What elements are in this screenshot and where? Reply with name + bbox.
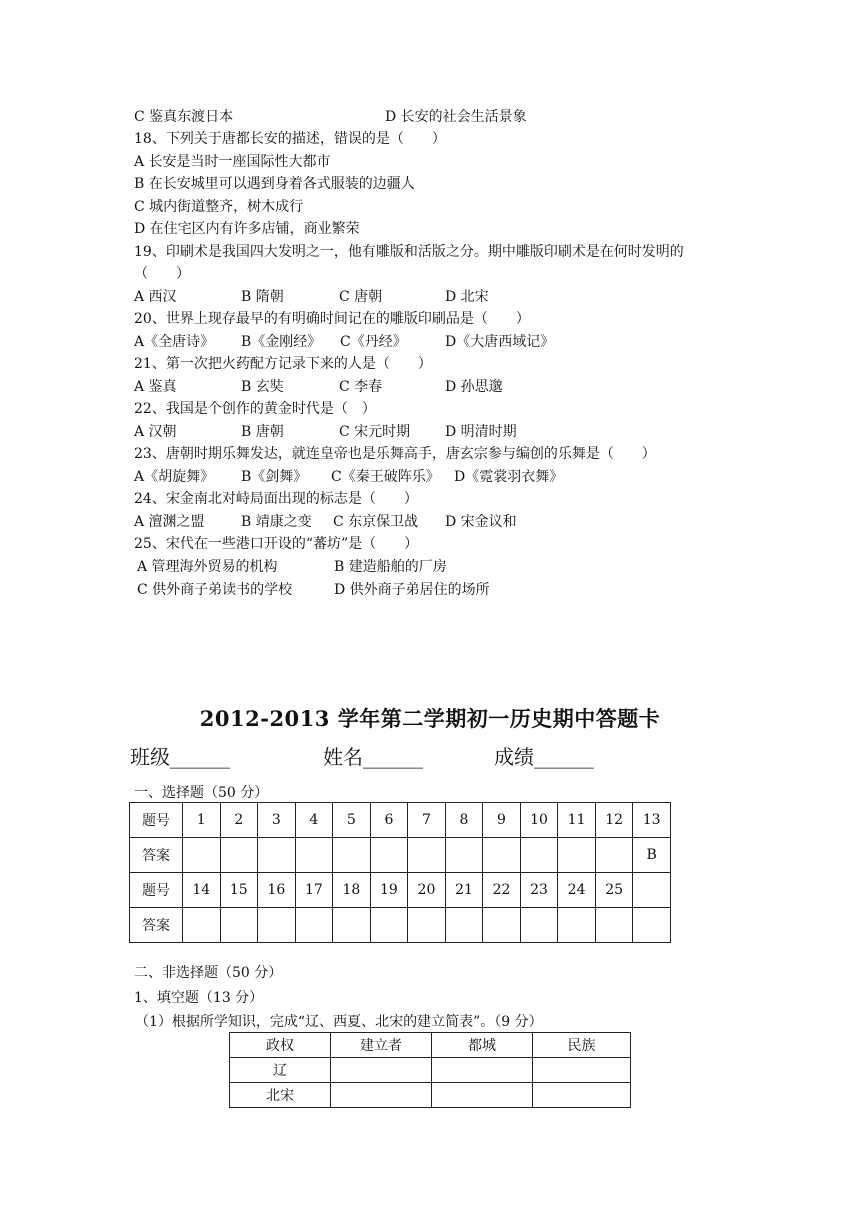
question-number: 22: [483, 873, 521, 908]
question-number: 11: [558, 803, 596, 838]
answer-cell[interactable]: [370, 908, 408, 943]
q17-option-c: C 鉴真东渡日本: [134, 109, 234, 125]
answer-cell[interactable]: [295, 838, 333, 873]
answer-cell[interactable]: [558, 908, 596, 943]
q19-option-c: C 唐朝: [339, 289, 383, 305]
header-capital: 都城: [432, 1033, 533, 1058]
q21-option-a: A 鉴真: [134, 379, 177, 395]
question-number: 8: [445, 803, 483, 838]
question-number: 16: [258, 873, 296, 908]
question-number: 1: [183, 803, 221, 838]
question-number: 21: [445, 873, 483, 908]
q23-stem: 23、唐朝时期乐舞发达，就连皇帝也是乐舞高手，唐玄宗参与编创的乐舞是（ ）: [134, 446, 656, 462]
answer-cell[interactable]: [220, 838, 258, 873]
row-label: 答案: [130, 838, 183, 873]
table-row: [230, 1033, 631, 1058]
answer-cell[interactable]: [558, 838, 596, 873]
question-number: 10: [520, 803, 558, 838]
q25-options-ab: [137, 558, 447, 576]
header-founder: 建立者: [331, 1033, 432, 1058]
answer-cell[interactable]: [432, 1058, 533, 1083]
answer-cell[interactable]: [533, 1083, 631, 1108]
q21-option-c: C 李春: [339, 379, 383, 395]
question-number: 9: [483, 803, 521, 838]
question-number: 23: [520, 873, 558, 908]
q24-option-a: A 澶渊之盟: [134, 514, 205, 530]
q25-options-cd: [137, 581, 490, 599]
question-number: 18: [333, 873, 371, 908]
q21-option-b: B 玄奘: [241, 379, 284, 395]
q19-option-b: B 隋朝: [241, 289, 284, 305]
q23-option-a: A《胡旋舞》: [134, 469, 215, 485]
name-field: 姓名______: [323, 745, 423, 769]
answer-grid: [129, 802, 671, 943]
table-row: [130, 908, 671, 943]
q25-option-d: D 供外商子弟居住的场所: [334, 582, 490, 598]
fill-blank-instruction: （1）根据所学知识，完成“辽、西夏、北宋的建立简表”。（9 分）: [135, 1014, 543, 1030]
answer-cell[interactable]: [258, 908, 296, 943]
q23-option-d: D《霓裳羽衣舞》: [454, 469, 564, 485]
section-choice-heading: 一、选择题（50 分）: [134, 785, 269, 801]
q25-option-c: C 供外商子弟读书的学校: [137, 582, 293, 598]
q20-option-d: D《大唐西域记》: [445, 334, 555, 350]
q19-stem: 19、印刷术是我国四大发明之一，他有雕版和活版之分。期中雕版印刷术是在何时发明的: [134, 244, 684, 260]
q24-stem: 24、宋金南北对峙局面出现的标志是（ ）: [134, 491, 418, 507]
question-number: 6: [370, 803, 408, 838]
q17-options: [134, 108, 527, 126]
answer-cell[interactable]: [258, 838, 296, 873]
answer-cell[interactable]: [520, 838, 558, 873]
answer-cell[interactable]: [408, 838, 446, 873]
table-row: [230, 1058, 631, 1083]
q18-stem: 18、下列关于唐都长安的描述，错误的是（ ）: [134, 131, 446, 147]
header-ethnicity: 民族: [533, 1033, 631, 1058]
answer-cell[interactable]: [333, 838, 371, 873]
q20-option-c: C《丹经》: [340, 334, 407, 350]
answer-cell[interactable]: [633, 908, 671, 943]
q19-option-d: D 北宋: [445, 289, 489, 305]
table-row: [230, 1083, 631, 1108]
header-regime: 政权: [230, 1033, 331, 1058]
question-number: 24: [558, 873, 596, 908]
answer-cell[interactable]: [520, 908, 558, 943]
answer-cell[interactable]: [533, 1058, 631, 1083]
answer-cell[interactable]: [295, 908, 333, 943]
row-label: 答案: [130, 908, 183, 943]
answer-cell[interactable]: [483, 908, 521, 943]
question-number: 4: [295, 803, 333, 838]
table-row: [130, 838, 671, 873]
answer-cell[interactable]: [220, 908, 258, 943]
answer-cell[interactable]: [595, 908, 633, 943]
question-number: 7: [408, 803, 446, 838]
question-number: 15: [220, 873, 258, 908]
q22-stem: 22、我国是个创作的黄金时代是（ ）: [134, 401, 376, 417]
answer-card-title: 2012-2013 学年第二学期初一历史期中答题卡: [199, 706, 661, 731]
question-number: 25: [595, 873, 633, 908]
q21-option-d: D 孙思邈: [445, 379, 503, 395]
q23-option-c: C《秦王破阵乐》: [331, 469, 440, 485]
q18-option-d: D 在住宅区内有许多店铺，商业繁荣: [134, 221, 360, 237]
section-nonchoice-heading: 二、非选择题（50 分）: [134, 965, 283, 981]
answer-cell[interactable]: [370, 838, 408, 873]
answer-cell[interactable]: [333, 908, 371, 943]
q25-stem: 25、宋代在一些港口开设的“蕃坊”是（ ）: [134, 536, 419, 552]
table-row: [130, 803, 671, 838]
answer-cell[interactable]: [408, 908, 446, 943]
q22-option-b: B 唐朝: [241, 424, 284, 440]
q19-stem-blank: （ ）: [134, 266, 190, 282]
regime-table: [229, 1032, 631, 1108]
answer-cell[interactable]: [331, 1083, 432, 1108]
q25-option-a: A 管理海外贸易的机构: [137, 559, 278, 575]
row-label: 题号: [130, 873, 183, 908]
question-number: 20: [408, 873, 446, 908]
q20-option-a: A《全唐诗》: [134, 334, 215, 350]
question-number: 5: [333, 803, 371, 838]
question-number: [633, 873, 671, 908]
q17-option-d: D 长安的社会生活景象: [385, 109, 527, 125]
answer-cell[interactable]: [432, 1083, 533, 1108]
row-label: 题号: [130, 803, 183, 838]
q21-stem: 21、第一次把火药配方记录下来的人是（ ）: [134, 356, 432, 372]
q20-stem: 20、世界上现存最早的有明确时间记在的雕版印刷品是（ ）: [134, 311, 530, 327]
question-number: 14: [183, 873, 221, 908]
q20-option-b: B《金刚经》: [241, 334, 322, 350]
q18-option-c: C 城内街道整齐，树木成行: [134, 199, 304, 215]
q18-option-b: B 在长安城里可以遇到身着各式服装的边疆人: [134, 176, 415, 192]
q24-option-c: C 东京保卫战: [333, 514, 419, 530]
question-number: 2: [220, 803, 258, 838]
answer-cell[interactable]: B: [633, 838, 671, 873]
answer-cell[interactable]: [445, 908, 483, 943]
question-number: 17: [295, 873, 333, 908]
question-number: 13: [633, 803, 671, 838]
answer-cell[interactable]: [183, 838, 221, 873]
q23-option-b: B《剑舞》: [241, 469, 308, 485]
q22-option-a: A 汉朝: [134, 424, 177, 440]
answer-cell[interactable]: [183, 908, 221, 943]
fill-blank-heading: 1、填空题（13 分）: [134, 990, 264, 1006]
regime-name: 北宋: [230, 1083, 331, 1108]
table-row: [130, 873, 671, 908]
q18-option-a: A 长安是当时一座国际性大都市: [134, 154, 331, 170]
question-number: 12: [595, 803, 633, 838]
answer-cell[interactable]: [595, 838, 633, 873]
q22-option-d: D 明清时期: [445, 424, 517, 440]
regime-name: 辽: [230, 1058, 331, 1083]
answer-cell[interactable]: [445, 838, 483, 873]
class-field: 班级______: [130, 745, 230, 769]
q25-option-b: B 建造船舶的厂房: [334, 559, 447, 575]
answer-cell[interactable]: [331, 1058, 432, 1083]
question-number: 19: [370, 873, 408, 908]
q24-option-d: D 宋金议和: [445, 514, 517, 530]
score-field: 成绩______: [494, 745, 594, 769]
question-number: 3: [258, 803, 296, 838]
answer-cell[interactable]: [483, 838, 521, 873]
q22-option-c: C 宋元时期: [339, 424, 411, 440]
q24-option-b: B 靖康之变: [241, 514, 312, 530]
q19-option-a: A 西汉: [134, 289, 177, 305]
